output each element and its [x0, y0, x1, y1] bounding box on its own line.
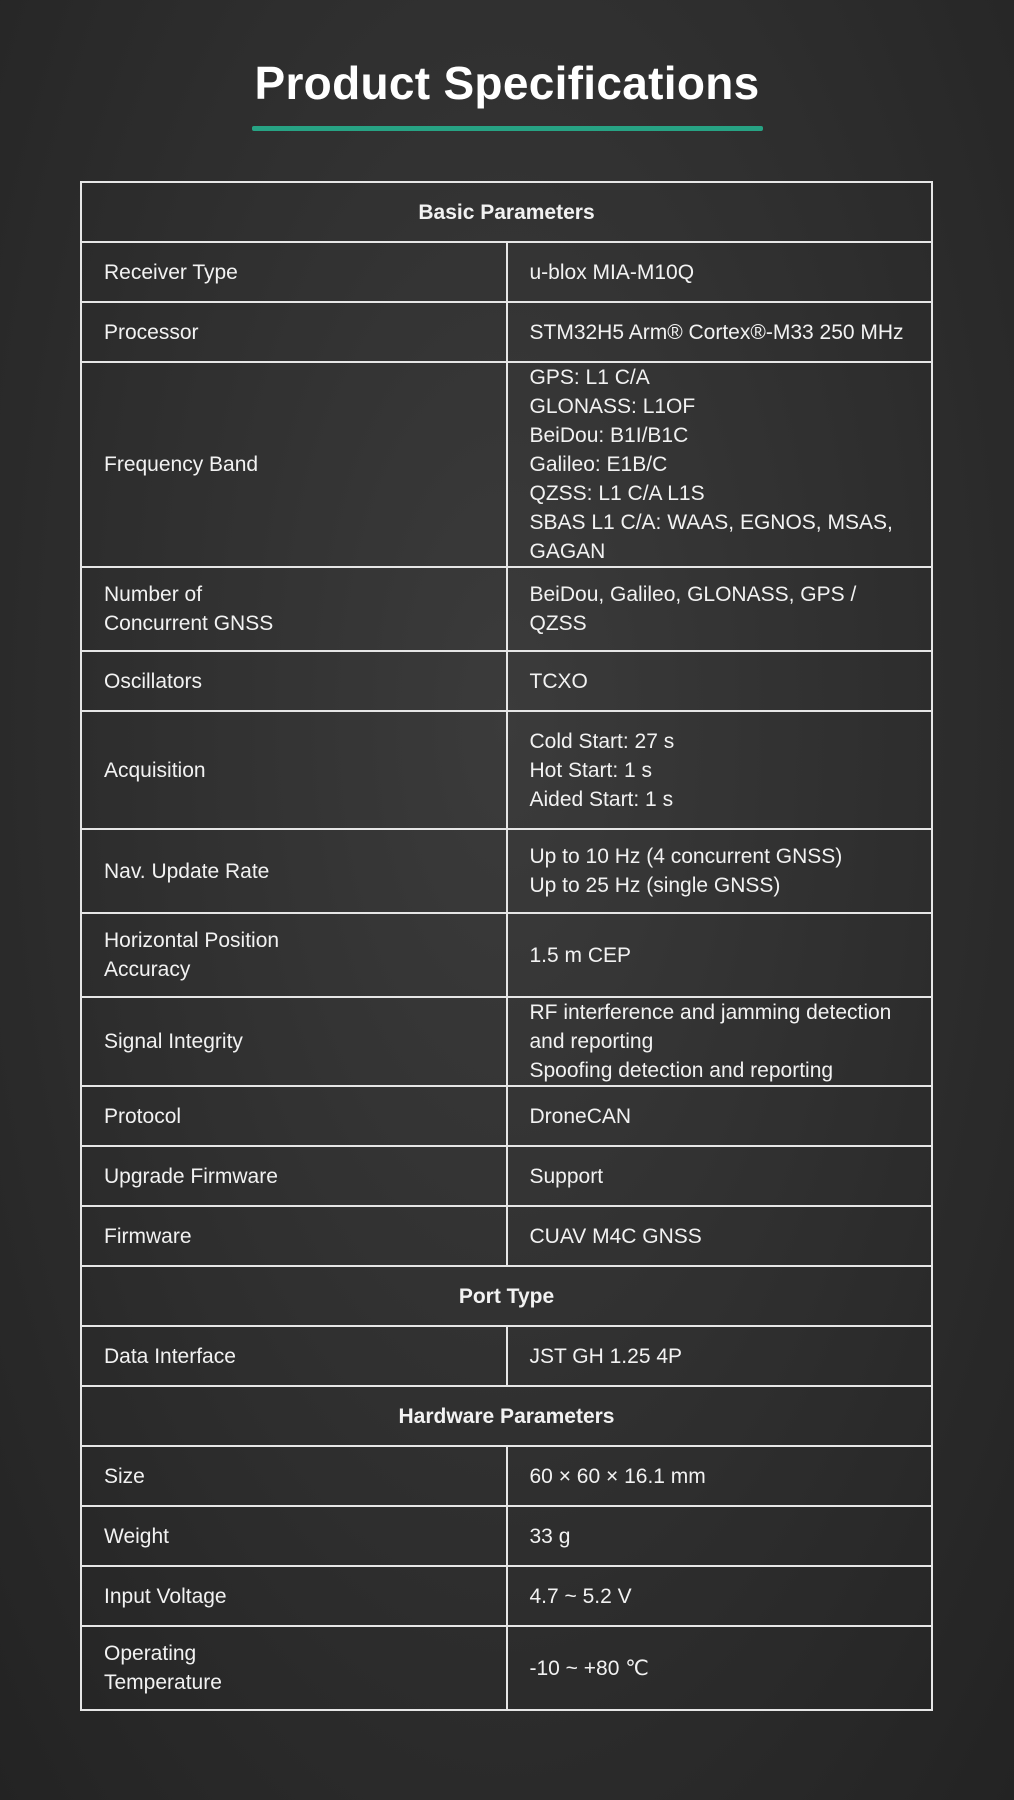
spec-row	[81, 1206, 932, 1266]
title-underline	[252, 126, 763, 131]
section-heading: Port Type	[81, 1266, 932, 1326]
spec-value-line: CUAV M4C GNSS	[529, 1224, 702, 1248]
spec-label-line: Frequency Band	[104, 453, 259, 476]
spec-label-line: Size	[104, 1464, 145, 1488]
spec-value-line: Hot Start: 1 s	[529, 758, 653, 782]
spec-value-line: QZSS: L1 C/A L1S	[529, 482, 705, 505]
spec-value	[507, 1146, 933, 1206]
spec-value	[507, 1206, 933, 1266]
spec-value	[507, 1566, 933, 1626]
spec-value-line: RF interference and jamming detection and reporting	[529, 1001, 892, 1053]
spec-value	[507, 711, 933, 829]
spec-value	[507, 1506, 933, 1566]
spec-row	[81, 1626, 932, 1710]
spec-label	[81, 1086, 507, 1146]
spec-value-line: Aided Start: 1 s	[529, 787, 674, 811]
spec-row	[81, 997, 932, 1086]
spec-label	[81, 362, 507, 567]
spec-label-line: Number of	[104, 583, 203, 606]
spec-value	[507, 1326, 933, 1386]
spec-value-line: TCXO	[529, 669, 588, 693]
spec-value	[507, 913, 933, 997]
spec-row	[81, 362, 932, 567]
spec-value	[507, 567, 933, 651]
spec-row	[81, 829, 932, 913]
spec-value-line: Cold Start: 27 s	[529, 729, 675, 753]
spec-label-line: Operating	[104, 1642, 197, 1665]
spec-row	[81, 1086, 932, 1146]
spec-label	[81, 567, 507, 651]
spec-label-line: Input Voltage	[104, 1584, 227, 1608]
spec-label	[81, 913, 507, 997]
spec-label-line: Acquisition	[104, 758, 206, 782]
spec-row	[81, 567, 932, 651]
spec-value-line: 33 g	[529, 1524, 571, 1548]
spec-value	[507, 1626, 933, 1710]
spec-value-line: DroneCAN	[529, 1104, 632, 1128]
spec-label-line: Weight	[104, 1524, 169, 1548]
spec-label	[81, 1446, 507, 1506]
spec-row	[81, 1446, 932, 1506]
spec-label	[81, 302, 507, 362]
spec-label-line: Receiver Type	[104, 260, 238, 284]
spec-value-line: Spoofing detection and reporting	[529, 1059, 834, 1082]
spec-label	[81, 1506, 507, 1566]
spec-value-line: Up to 10 Hz (4 concurrent GNSS)	[529, 845, 843, 868]
spec-value-line: SBAS L1 C/A: WAAS, EGNOS, MSAS, GAGAN	[529, 511, 893, 563]
spec-row	[81, 1566, 932, 1626]
spec-row	[81, 1506, 932, 1566]
spec-value	[507, 1446, 933, 1506]
spec-value	[507, 1086, 933, 1146]
spec-label	[81, 1146, 507, 1206]
spec-value	[507, 362, 933, 567]
spec-value-line: 4.7 ~ 5.2 V	[529, 1584, 632, 1608]
spec-label-line: Temperature	[104, 1671, 222, 1694]
spec-value-line: JST GH 1.25 4P	[529, 1344, 683, 1368]
spec-label	[81, 242, 507, 302]
spec-label-line: Upgrade Firmware	[104, 1164, 278, 1188]
spec-value	[507, 302, 933, 362]
spec-value	[507, 242, 933, 302]
spec-label-line: Oscillators	[104, 669, 203, 693]
spec-row	[81, 302, 932, 362]
spec-table-body	[81, 182, 932, 1710]
spec-value-line: -10 ~ +80 ℃	[529, 1656, 649, 1680]
spec-label-line: Firmware	[104, 1224, 192, 1248]
spec-row	[81, 1146, 932, 1206]
spec-label-line: Horizontal Position	[104, 929, 280, 952]
spec-label-line: Signal Integrity	[104, 1030, 243, 1053]
spec-label-line: Processor	[104, 320, 199, 344]
spec-value-line: STM32H5 Arm® Cortex®-M33 250 MHz	[529, 320, 904, 344]
spec-value-line: 60 × 60 × 16.1 mm	[529, 1464, 706, 1488]
spec-label-line: Data Interface	[104, 1344, 236, 1368]
spec-label	[81, 1206, 507, 1266]
section-heading: Hardware Parameters	[81, 1386, 932, 1446]
spec-value-line: Galileo: E1B/C	[529, 453, 668, 476]
spec-value-line: BeiDou, Galileo, GLONASS, GPS / QZSS	[529, 583, 857, 635]
spec-row	[81, 913, 932, 997]
spec-value-line: BeiDou: B1I/B1C	[529, 424, 689, 447]
spec-row	[81, 1326, 932, 1386]
spec-value-line: Support	[529, 1164, 604, 1188]
spec-row	[81, 651, 932, 711]
spec-table	[80, 181, 933, 1711]
spec-label	[81, 829, 507, 913]
spec-value-line: GLONASS: L1OF	[529, 395, 696, 418]
spec-value-line: 1.5 m CEP	[529, 943, 632, 967]
spec-label	[81, 1626, 507, 1710]
spec-label	[81, 711, 507, 829]
spec-label-line: Accuracy	[104, 958, 191, 981]
section-heading: Basic Parameters	[81, 182, 932, 242]
page-title: Product Specifications	[254, 57, 760, 109]
section-header-row	[81, 1266, 932, 1326]
spec-label-line: Nav. Update Rate	[104, 859, 270, 883]
spec-label	[81, 1326, 507, 1386]
spec-value-line: GPS: L1 C/A	[529, 366, 650, 389]
spec-row	[81, 242, 932, 302]
section-header-row	[81, 1386, 932, 1446]
spec-value-line: u-blox MIA-M10Q	[529, 260, 695, 284]
spec-value-line: Up to 25 Hz (single GNSS)	[529, 874, 781, 897]
spec-value	[507, 651, 933, 711]
spec-value	[507, 829, 933, 913]
spec-value	[507, 997, 933, 1086]
spec-label	[81, 651, 507, 711]
spec-label	[81, 997, 507, 1086]
spec-row	[81, 711, 932, 829]
spec-label-line: Protocol	[104, 1104, 182, 1128]
spec-label-line: Concurrent GNSS	[104, 612, 274, 635]
spec-label	[81, 1566, 507, 1626]
section-header-row	[81, 182, 932, 242]
